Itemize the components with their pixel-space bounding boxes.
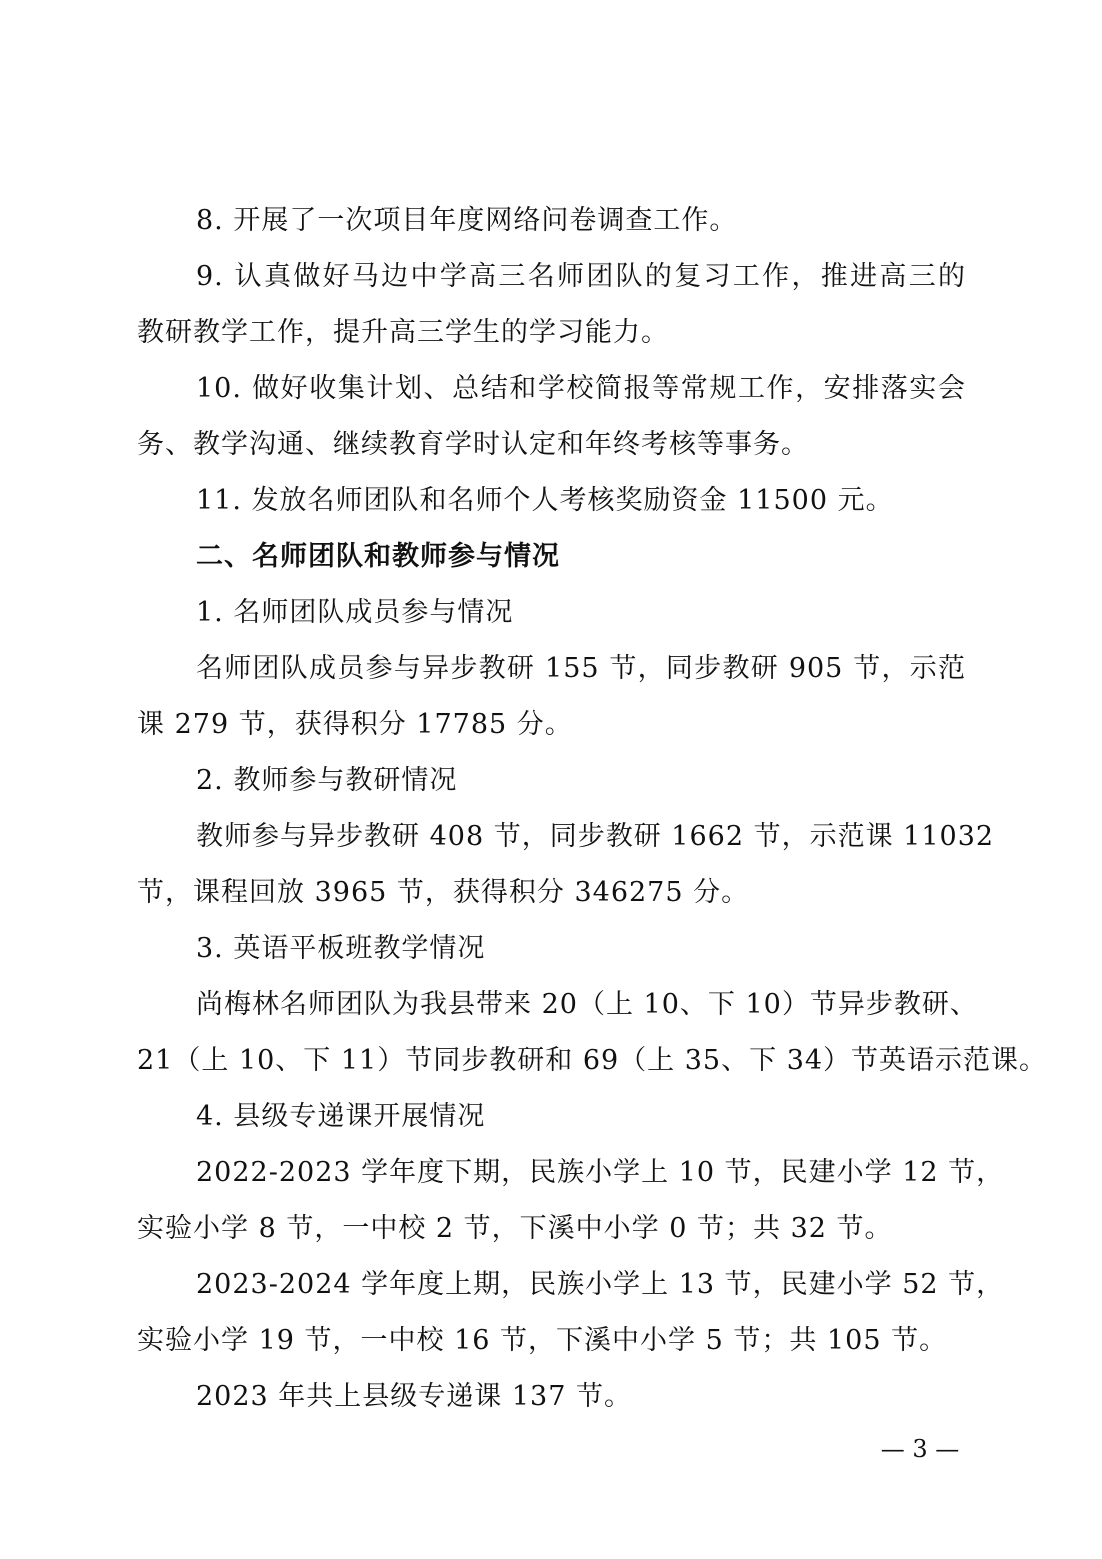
paragraph-item-10-line-2: 务、教学沟通、继续教育学时认定和年终考核等事务。 <box>137 429 809 460</box>
paragraph-item-9-line-1: 9. 认真做好马边中学高三名师团队的复习工作，推进高三的 <box>196 261 966 292</box>
subsection-4-paragraph-a-line-1: 2022-2023 学年度下期，民族小学上 10 节，民建小学 12 节， <box>196 1157 1005 1188</box>
paragraph-item-10-line-1: 10. 做好收集计划、总结和学校简报等常规工作，安排落实会 <box>196 373 966 404</box>
subsection-title-3: 3. 英语平板班教学情况 <box>196 933 486 964</box>
paragraph-item-8: 8. 开展了一次项目年度网络问卷调查工作。 <box>196 205 738 236</box>
subsection-2-line-2: 节，课程回放 3965 节，获得积分 346275 分。 <box>137 877 750 908</box>
subsection-4-paragraph-b-line-1: 2023-2024 学年度上期，民族小学上 13 节，民建小学 52 节， <box>196 1269 1005 1300</box>
page-number: — 3 — <box>880 1435 960 1463</box>
section-heading-two: 二、名师团队和教师参与情况 <box>196 541 560 572</box>
subsection-title-1: 1. 名师团队成员参与情况 <box>196 597 514 628</box>
paragraph-item-11: 11. 发放名师团队和名师个人考核奖励资金 11500 元。 <box>196 485 894 516</box>
subsection-4-total: 2023 年共上县级专递课 137 节。 <box>196 1381 632 1412</box>
subsection-3-line-2: 21（上 10、下 11）节同步教研和 69（上 35、下 34）节英语示范课。 <box>137 1045 1048 1076</box>
subsection-1-line-2: 课 279 节，获得积分 17785 分。 <box>137 709 573 740</box>
subsection-title-2: 2. 教师参与教研情况 <box>196 765 458 796</box>
subsection-4-paragraph-b-line-2: 实验小学 19 节，一中校 16 节，下溪中小学 5 节；共 105 节。 <box>137 1325 948 1356</box>
subsection-title-4: 4. 县级专递课开展情况 <box>196 1101 486 1132</box>
subsection-1-line-1: 名师团队成员参与异步教研 155 节，同步教研 905 节，示范 <box>196 653 966 684</box>
subsection-3-line-1: 尚梅林名师团队为我县带来 20（上 10、下 10）节异步教研、 <box>196 989 978 1020</box>
subsection-4-paragraph-a-line-2: 实验小学 8 节，一中校 2 节，下溪中小学 0 节；共 32 节。 <box>137 1213 893 1244</box>
paragraph-item-9-line-2: 教研教学工作，提升高三学生的学习能力。 <box>137 317 669 348</box>
subsection-2-line-1: 教师参与异步教研 408 节，同步教研 1662 节，示范课 11032 <box>196 821 995 852</box>
